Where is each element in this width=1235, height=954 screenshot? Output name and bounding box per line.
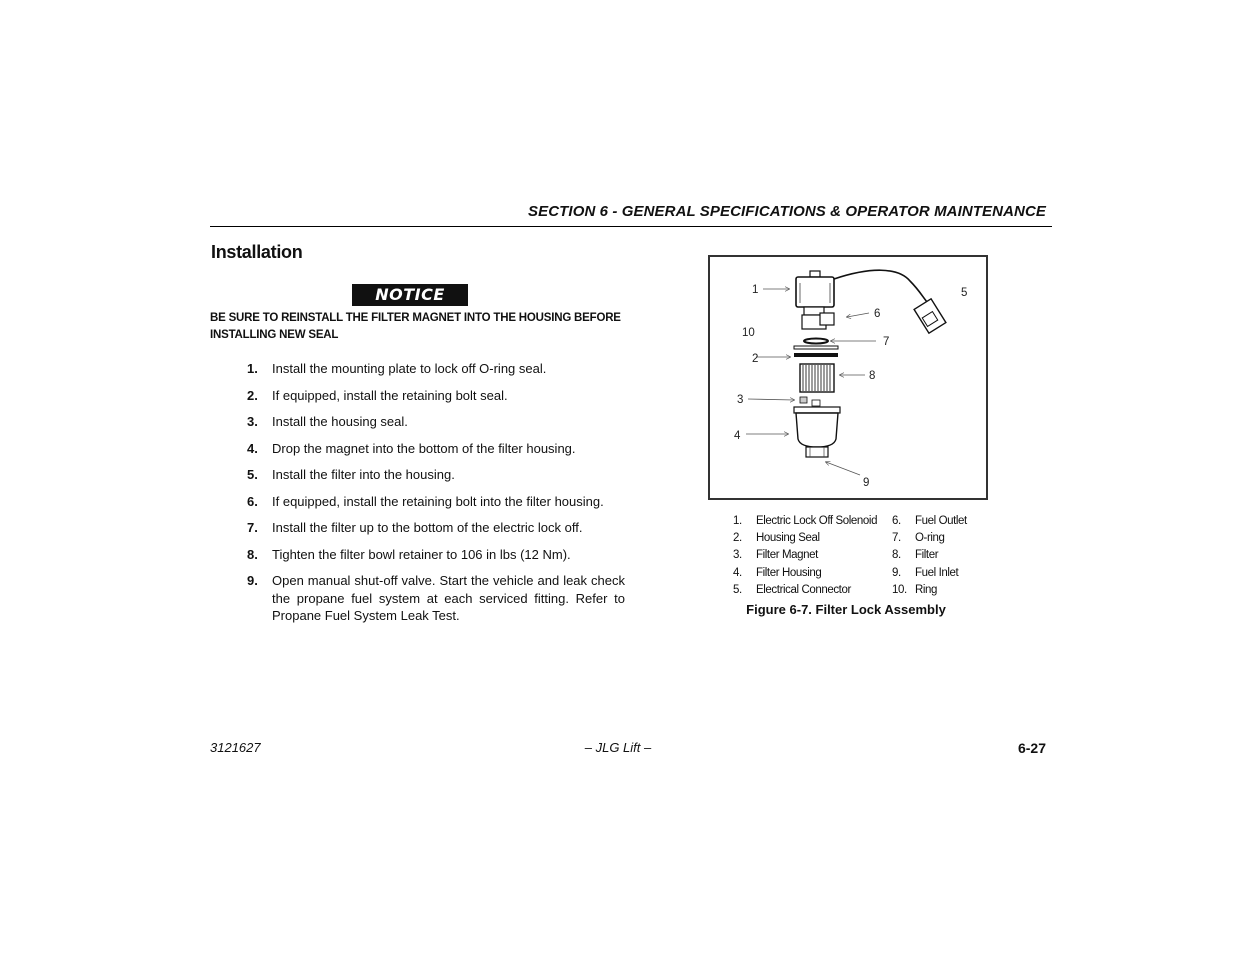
legend-number: 1. <box>733 515 742 527</box>
step-text: Tighten the filter bowl retainer to 106 in lbs (12 Nm). <box>272 546 571 562</box>
legend-text: Ring <box>915 583 938 596</box>
figure-caption: Figure 6-7. Filter Lock Assembly <box>746 602 946 617</box>
connector-cable <box>834 270 946 333</box>
step-text: Install the filter into the housing. <box>272 467 455 482</box>
step-item <box>247 360 625 378</box>
footer-brand: – JLG Lift – <box>584 740 652 755</box>
step-text: Open manual shut-off valve. Start the vehicle and leak check the propane fuel system at each serviced fitting. Refer to Propane Fuel System Leak Test. <box>272 573 625 623</box>
filter-housing <box>794 397 840 457</box>
step-item <box>247 519 625 537</box>
step-number: 2. <box>247 387 258 403</box>
callout-7: 7 <box>883 336 890 348</box>
figure-legend <box>733 513 993 599</box>
legend-text: Filter Housing <box>756 566 822 579</box>
installation-steps <box>247 360 625 634</box>
legend-number: 5. <box>733 583 742 596</box>
legend-row <box>733 565 993 582</box>
legend-number: 4. <box>733 566 742 579</box>
step-item <box>247 493 625 511</box>
step-item <box>247 572 625 625</box>
step-text: Install the filter up to the bottom of the electric lock off. <box>272 520 583 535</box>
step-number: 7. <box>247 520 258 535</box>
legend-row <box>733 530 993 547</box>
step-number: 8. <box>247 546 258 562</box>
step-item <box>247 440 625 458</box>
callout-2: 2 <box>752 353 759 365</box>
header-rule <box>210 226 1052 227</box>
callout-4: 4 <box>734 430 741 442</box>
step-item <box>247 466 625 484</box>
legend-number: 9. <box>892 566 901 579</box>
callout-6: 6 <box>874 308 881 320</box>
callout-5: 5 <box>961 287 968 299</box>
callout-10: 10 <box>742 327 755 339</box>
step-text: Drop the magnet into the bottom of the filter housing. <box>272 440 576 456</box>
legend-text: Fuel Outlet <box>915 515 967 527</box>
legend-text: Housing Seal <box>756 532 820 545</box>
step-number: 3. <box>247 414 258 429</box>
legend-text: Fuel Inlet <box>915 566 959 579</box>
figure-box <box>708 255 988 500</box>
step-text: Install the mounting plate to lock off O-ring seal. <box>272 361 547 376</box>
filter-element <box>800 364 834 392</box>
legend-number: 8. <box>892 549 901 562</box>
step-item <box>247 387 625 405</box>
legend-number: 6. <box>892 515 901 527</box>
legend-text: O-ring <box>915 532 945 545</box>
filter-lock-assembly-illustration <box>710 257 986 498</box>
step-text: If equipped, install the retaining bolt seal. <box>272 387 508 403</box>
solenoid <box>796 271 834 329</box>
legend-text: Electrical Connector <box>756 583 851 596</box>
legend-row <box>733 547 993 564</box>
notice-badge: NOTICE <box>352 284 468 306</box>
legend-number: 7. <box>892 532 901 545</box>
step-number: 1. <box>247 361 258 376</box>
callout-8: 8 <box>869 370 876 382</box>
step-number: 4. <box>247 440 258 456</box>
step-number: 9. <box>247 573 258 588</box>
legend-text: Filter <box>915 549 939 562</box>
legend-row <box>733 513 993 530</box>
step-item <box>247 413 625 431</box>
callout-1: 1 <box>752 284 759 296</box>
legend-number: 2. <box>733 532 742 545</box>
step-text: Install the housing seal. <box>272 414 408 429</box>
step-item <box>247 546 625 564</box>
step-text: If equipped, install the retaining bolt into the filter housing. <box>272 493 604 509</box>
callout-9: 9 <box>863 477 870 489</box>
legend-number: 10. <box>892 583 907 596</box>
step-number: 6. <box>247 493 258 509</box>
page-number: 6-27 <box>1017 740 1046 756</box>
legend-number: 3. <box>733 549 742 562</box>
legend-text: Electric Lock Off Solenoid <box>756 515 878 527</box>
step-number: 5. <box>247 467 258 482</box>
doc-number: 3121627 <box>210 740 261 755</box>
section-header: SECTION 6 - GENERAL SPECIFICATIONS & OPERATOR MAINTENANCE <box>528 203 1046 220</box>
callout-3: 3 <box>737 394 744 406</box>
page-heading: Installation <box>211 242 303 262</box>
notice-text: BE SURE TO REINSTALL THE FILTER MAGNET INTO THE HOUSING BEFORE INSTALLING NEW SEAL <box>210 312 621 341</box>
legend-row <box>733 582 993 599</box>
legend-text: Filter Magnet <box>756 549 818 562</box>
